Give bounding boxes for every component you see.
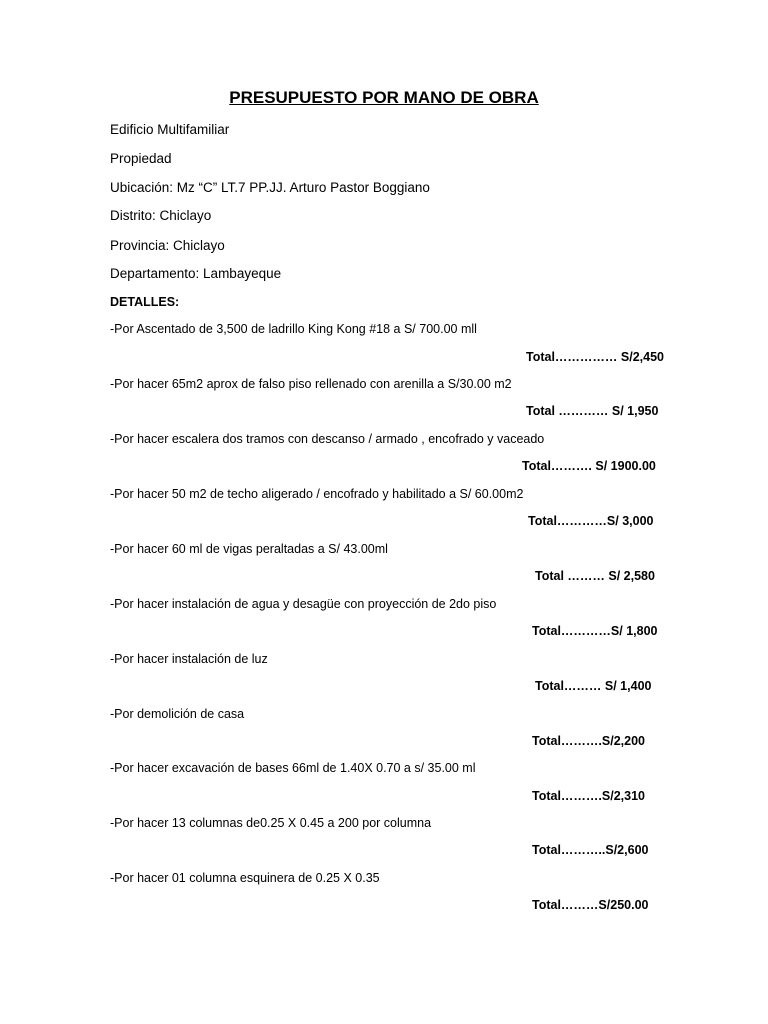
item-description: -Por hacer excavación de bases 66ml de 1.40X 0.70 a s/ 35.00 ml — [110, 761, 476, 775]
item-description: -Por Ascentado de 3,500 de ladrillo King Kong #18 a S/ 700.00 mll — [110, 322, 477, 336]
item-description: -Por hacer 01 columna esquinera de 0.25 X 0.35 — [110, 871, 380, 885]
item-description: -Por hacer instalación de luz — [110, 652, 268, 666]
header-line-department: Departamento: Lambayeque — [110, 266, 282, 281]
item-total: Total…………… S/2,450 — [526, 350, 664, 364]
item-total: Total………. S/ 1900.00 — [522, 459, 656, 473]
item-total: Total…………S/ 3,000 — [528, 514, 654, 528]
header-line-building: Edificio Multifamiliar — [110, 122, 230, 137]
item-description: -Por hacer 50 m2 de techo aligerado / encofrado y habilitado a S/ 60.00m2 — [110, 487, 524, 501]
item-description: -Por hacer instalación de agua y desagüe con proyección de 2do piso — [110, 597, 497, 611]
item-total: Total……… S/ 1,400 — [535, 679, 652, 693]
item-total: Total……….S/2,200 — [532, 734, 645, 748]
item-description: -Por hacer escalera dos tramos con descanso / armado , encofrado y vaceado — [110, 432, 545, 446]
item-description: -Por hacer 13 columnas de0.25 X 0.45 a 200 por columna — [110, 816, 432, 830]
item-description: -Por demolición de casa — [110, 707, 245, 721]
header-line-province: Provincia: Chiclayo — [110, 238, 225, 253]
details-heading: DETALLES: — [110, 295, 180, 309]
item-total: Total ………… S/ 1,950 — [526, 404, 659, 418]
header-line-district: Distrito: Chiclayo — [110, 208, 212, 223]
item-description: -Por hacer 65m2 aprox de falso piso rellenado con arenilla a S/30.00 m2 — [110, 377, 512, 391]
item-total: Total…………S/ 1,800 — [532, 624, 658, 638]
document-title: PRESUPUESTO POR MANO DE OBRA — [229, 88, 539, 107]
item-total: Total………S/250.00 — [532, 898, 649, 912]
item-total: Total……….S/2,310 — [532, 789, 645, 803]
header-line-property: Propiedad — [110, 151, 172, 166]
item-description: -Por hacer 60 ml de vigas peraltadas a S/ 43.00ml — [110, 542, 388, 556]
item-total: Total ……… S/ 2,580 — [535, 569, 655, 583]
header-line-location: Ubicación: Mz “C” LT.7 PP.JJ. Arturo Pastor Boggiano — [110, 180, 430, 195]
item-total: Total………..S/2,600 — [532, 843, 649, 857]
